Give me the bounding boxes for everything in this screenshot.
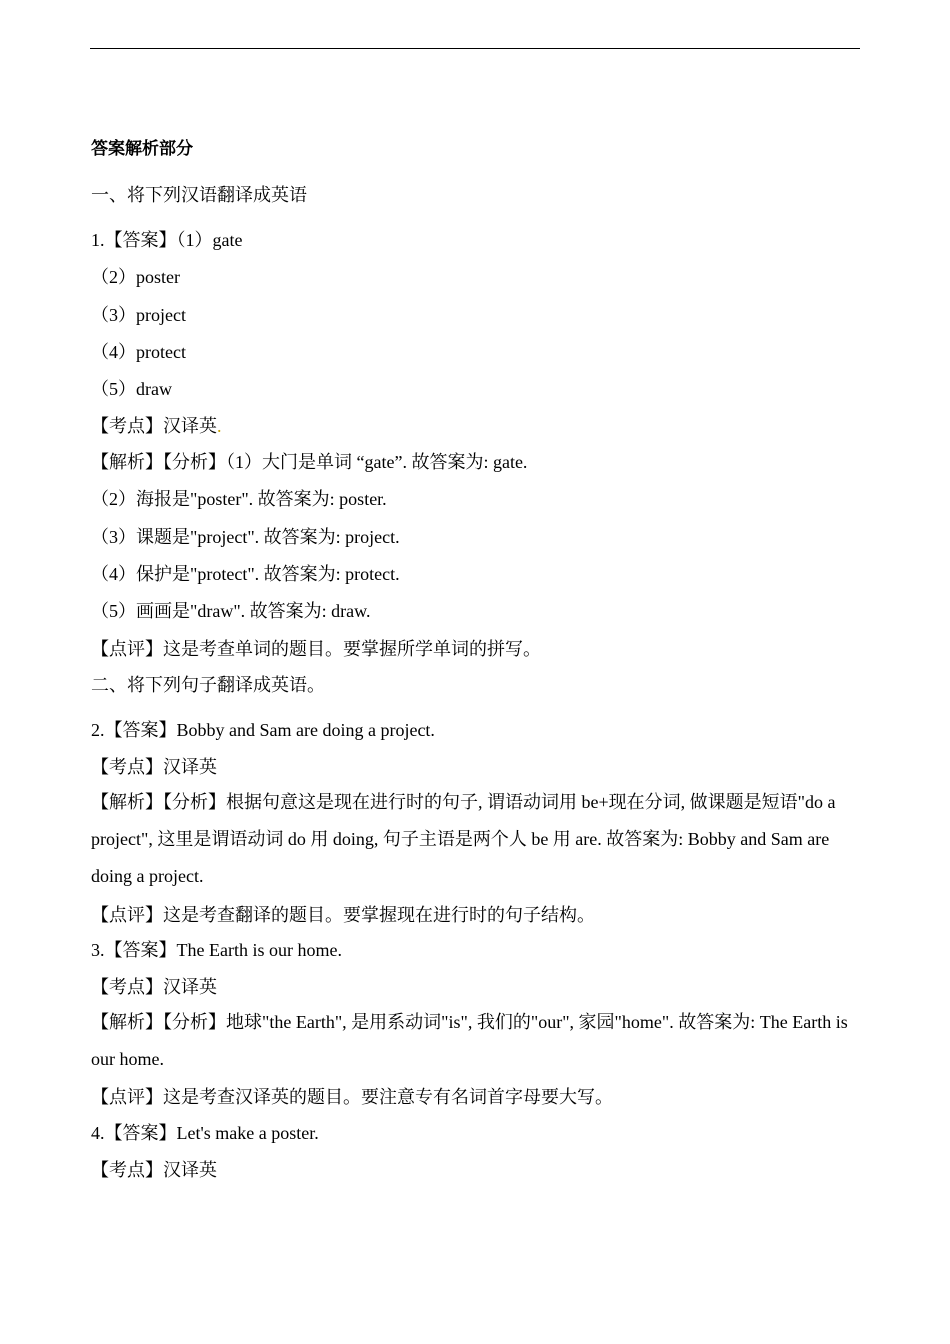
marker-dot: . (217, 416, 222, 436)
q3-kaodian: 【考点】汉译英 (91, 977, 217, 997)
q1-jiexi-3: （3）课题是"project". 故答案为: project. (91, 527, 400, 547)
q4-kaodian: 【考点】汉译英 (91, 1160, 217, 1180)
header-rule (90, 48, 860, 49)
q3-answer: 3.【答案】The Earth is our home. (91, 940, 342, 960)
q1-jiexi-4: （4）保护是"protect". 故答案为: protect. (91, 564, 400, 584)
q1-answer: 1.【答案】（1）gate (91, 230, 243, 250)
part1-heading: 一、将下列汉语翻译成英语 (91, 185, 307, 205)
q2-answer: 2.【答案】Bobby and Sam are doing a project. (91, 720, 435, 740)
q1-dianping: 【点评】这是考查单词的题目。要掌握所学单词的拼写。 (91, 639, 541, 659)
q1-jiexi-5: （5）画画是"draw". 故答案为: draw. (91, 601, 371, 621)
q3-dianping: 【点评】这是考查汉译英的题目。要注意专有名词首字母要大写。 (91, 1087, 613, 1107)
q1-jiexi-2: （2）海报是"poster". 故答案为: poster. (91, 489, 387, 509)
q1-answer-5: （5）draw (91, 379, 172, 399)
q1-jiexi: 【解析】【分析】（1）大门是单词 “gate”. 故答案为: gate. (91, 452, 528, 472)
section-title: 答案解析部分 (91, 139, 193, 159)
q3-jiexi: 【解析】【分析】地球"the Earth", 是用系动词"is", 我们的"our", 家园"home". 故答案为: The Earth is our home. (91, 1012, 848, 1069)
q2-jiexi: 【解析】【分析】根据句意这是现在进行时的句子, 谓语动词用 be+现在分词, 做课题是短语"do a project", 这里是谓语动词 do 用 doing, 句子主语是两个人 be 用 are. 故答案为: Bobby and Sam are doing a project. (91, 792, 836, 886)
q2-dianping: 【点评】这是考查翻译的题目。要掌握现在进行时的句子结构。 (91, 905, 595, 925)
q2-kaodian: 【考点】汉译英 (91, 757, 217, 777)
q1-kaodian-text: 【考点】汉译英 (91, 416, 217, 436)
q1-answer-2: （2）poster (91, 267, 180, 287)
q1-answer-4: （4）protect (91, 342, 186, 362)
part2-heading: 二、将下列句子翻译成英语。 (91, 675, 325, 695)
q1-kaodian (91, 417, 222, 435)
q1-answer-3: （3）project (91, 305, 186, 325)
q4-answer: 4.【答案】Let's make a poster. (91, 1123, 319, 1143)
